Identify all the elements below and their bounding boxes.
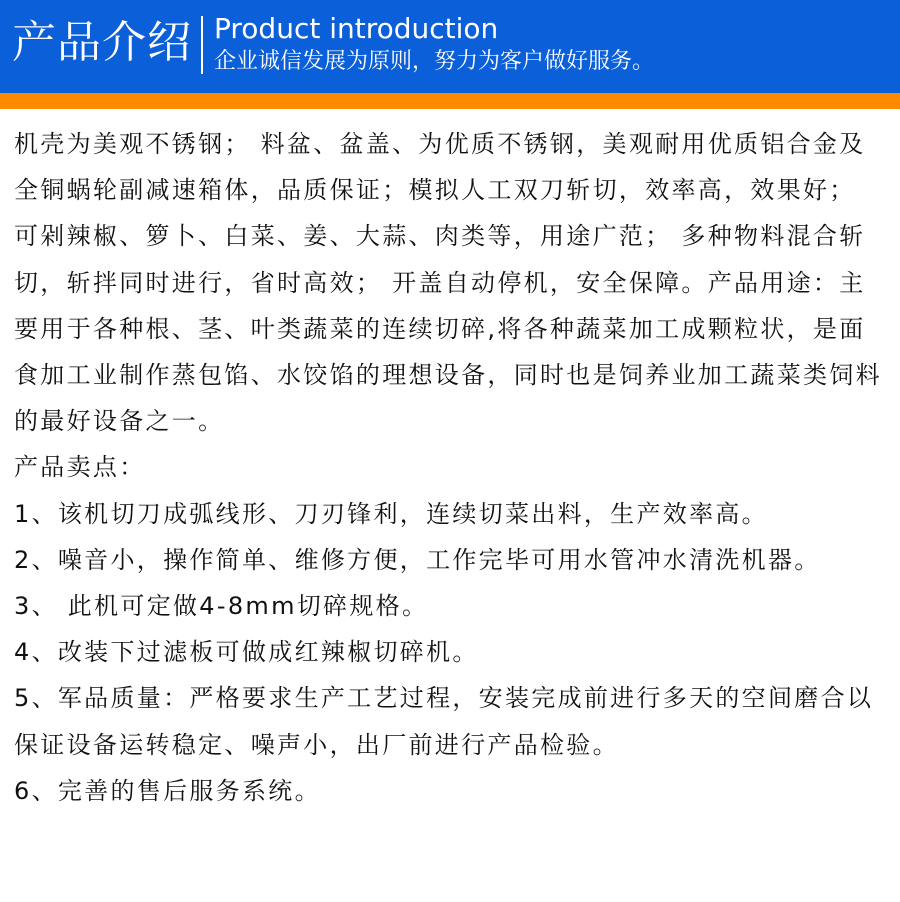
page-title: 产品介绍 [12,17,192,68]
accent-bar [0,93,900,109]
selling-point-6: 6、完善的售后服务系统。 [14,776,321,805]
selling-point-3: 3、 此机可定做4-8mm切碎规格。 [14,592,429,621]
selling-point-1: 1、该机切刀成弧线形、刀刃锋利，连续切菜出料，生产效率高。 [14,499,768,528]
company-slogan: 企业诚信发展为原则，努力为客户做好服务。 [214,49,655,74]
intro-paragraph: 机壳为美观不锈钢； 料盆、盆盖、为优质不锈钢，美观耐用优质铝合金及全铜蜗轮副减速箱体，品质保证；模拟人工双刀斩切，效率高，效果好； 可剁辣椒、箩卜、白菜、姜、大蒜、肉类等，用途广范； 多种物料混合斩切，斩拌同时进行，省时高效； 开盖自动停机，安全保障。产品用途：主要用于各种根、茎、叶类蔬菜的连续切碎,将各种蔬菜加工成颗粒状，是面食加工业制作蒸包馅、水饺馅的理想设备，同时也是饲养业加工蔬菜类饲料的最好设备之一。 [14,130,882,436]
header-banner [0,0,900,93]
selling-points-title: 产品卖点： [14,453,146,482]
title-divider [201,16,203,74]
product-description [0,109,900,814]
selling-point-4: 4、改装下过滤板可做成红辣椒切碎机。 [14,638,479,667]
selling-point-5: 5、军品质量：严格要求生产工艺过程，安装完成前进行多天的空间磨合以保证设备运转稳定、噪声小，出厂前进行产品检验。 [14,684,874,759]
page-title-english: Product introduction [214,12,499,45]
selling-point-2: 2、噪音小，操作简单、维修方便，工作完毕可用水管冲水清洗机器。 [14,545,821,574]
